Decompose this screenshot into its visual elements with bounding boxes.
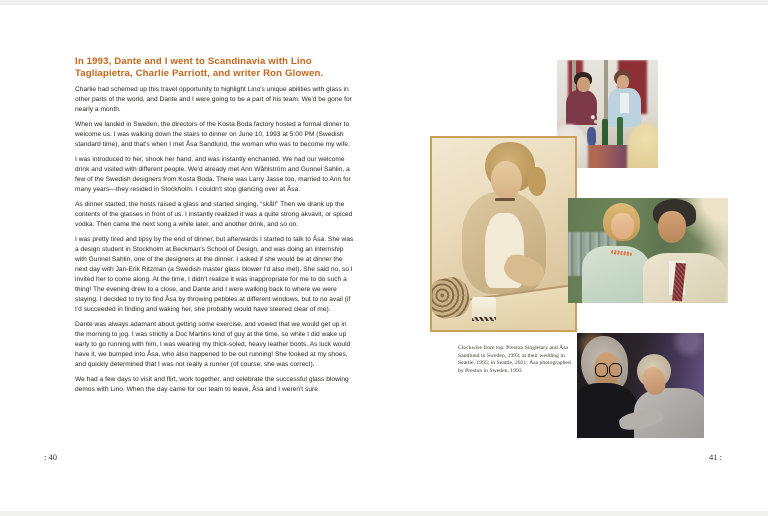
photo-wedding-seattle	[568, 198, 728, 303]
cup-pattern	[472, 317, 496, 321]
paragraph: As dinner started, the hosts raised a glass and started singing, “skål!” Then we drank up the contents of the glasses in front of us. I instantly realized it was a quite strong akvavit, or spiced vodka. Then came the next song a while later, and another drink, and so on.	[75, 200, 353, 228]
chapter-heading: In 1993, Dante and I went to Scandinavia with Lino Tagliapietra, Charlie Parriott, and writer Ron Glowen.	[75, 56, 324, 80]
green-bottle	[602, 119, 608, 146]
paragraph: Dante was always adamant about getting some exercise, and vowed that we would get up in the morning to jog. I was strictly a Doc Martins kind of guy at the time, so while I did wake up early to go running with him, I was wearing my thick-soled, heavy leather boots. As luck would have it, we bumped into Åsa, who also happened to be out running! She looked at my shoes, and quickly determined that I was not really a runner (of course, she was correct).	[75, 320, 351, 368]
bride-face	[611, 213, 633, 239]
paragraph: I was introduced to her, shook her hand, and was instantly enchanted. We had our welcome drink and visited with different people. We'd already met Ann Wåhlström and Gunnel Sahlin, a few of the Swedish designers from Kosta Boda. There was Larry Jasse too, married to Ann for many years—they resided in Stockholm. I couldn't stop glancing over at Åsa.	[75, 155, 351, 193]
paragraph: We had a few days to visit and flirt, work together, and celebrate the successful glass blowing demos with Lino. When the day came for our team to leave, Åsa and I weren't sure	[75, 375, 349, 393]
left-page-text-column	[75, 56, 356, 400]
green-bottle	[617, 117, 623, 146]
foreground-head-right	[627, 123, 658, 168]
scan-edge-bottom	[0, 511, 768, 516]
page-number-right: 41 :	[709, 452, 722, 462]
photo-couple-seattle-2021	[577, 333, 704, 438]
photo-asa-sepia-portrait	[430, 136, 577, 332]
blue-vase	[587, 127, 596, 145]
photo-caption: Clockwise from top: Preston Singletary and Åsa Sandlund in Sweden, 1993; at their wedding in Seattle, 1995; in Seattle, 2021; Åsa photographed by Preston in Sweden, 1993	[458, 345, 571, 375]
glasses-lens-left	[595, 363, 608, 377]
paragraph: I was pretty tired and tipsy by the end of dinner, but afterwards I started to talk to Åsa. She was a design student in Stockholm at Beckman's School of Design, and was doing an internship with Gunnel Sahlin, one of the designers at the dinner. I asked if she would be at dinner the next day with Jan-Erik Ritzman (a Swedish master glass blower I'd also met). She said no, so I invited her to come along. At the time, I didn't realize it was inappropriate for me to do such a thing! The evening drew to a close, and Dante and I were walking back to where we were staying. I decided to try to find Åsa by throwing pebbles at different windows, but to no avail (if I'd succeeded in finding and waking her, she probably would have steered clear of me).	[75, 235, 354, 313]
page-number-left: : 40	[44, 452, 57, 462]
bride-mint-blazer	[582, 246, 651, 303]
woman-ponytail	[528, 167, 547, 196]
paragraph: Charlie had schemed up this travel opportunity to highlight Lino's unique abilities with glass in other parts of the world, and Dante and I were going to be a part of his team. We'd be gone for nearly a month.	[75, 85, 352, 113]
glasses-lens-right	[609, 363, 622, 377]
paragraph: When we landed in Sweden, the directors of the Kosta Boda factory hosted a formal dinner to welcome us. I was walking down the stairs to dinner on June 10, 1993 at 5:00 PM (Swedish standard time), and that's when I met Åsa Sandlund, the woman who was to become my wife.	[75, 120, 350, 148]
woman-face	[617, 75, 629, 89]
woman-shirt	[620, 93, 629, 112]
scan-edge-top	[0, 0, 768, 5]
necklace	[495, 198, 515, 201]
woman-face	[491, 161, 522, 199]
